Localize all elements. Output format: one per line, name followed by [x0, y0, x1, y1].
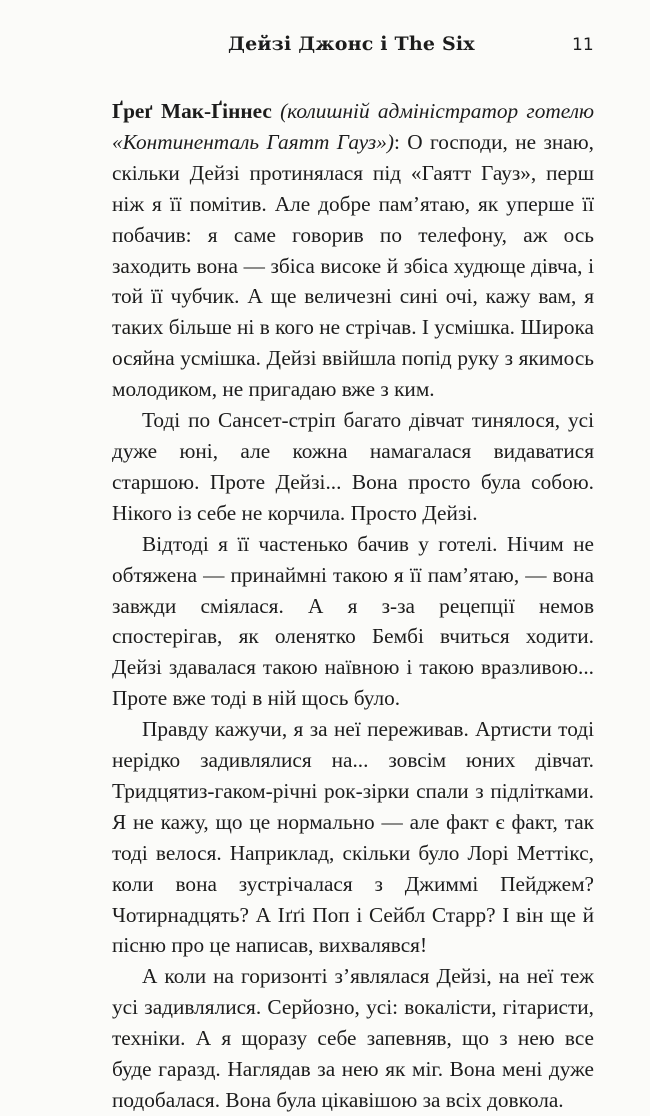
page-number: 11: [572, 35, 594, 55]
paragraph: Тоді по Сансет-стріп багато дівчат тинялося, усі дуже юні, але кожна намагалася видаватися старшою. Проте Дейзі... Вона просто була собою. Нікого із себе не корчила. Просто Дейзі.: [112, 408, 594, 525]
running-title: Дейзі Джонс і The Six: [228, 33, 475, 55]
paragraph: [112, 96, 594, 405]
page-header: [0, 33, 650, 63]
body-text: [112, 96, 594, 1116]
paragraph: Відтоді я її частенько бачив у готелі. Нічим не обтяжена — принаймні такою я її пам’ятаю, — вона завжди сміялася. А я з-за рецепції немов спостерігав, як оленятко Бембі вчиться ходити. Дейзі здавалася такою наївною і такою вразливою... Проте вже тоді в ній щось було.: [112, 531, 594, 711]
speaker-name: Ґреґ Мак-Ґіннес: [112, 99, 272, 123]
paragraph: Правду кажучи, я за неї переживав. Артисти тоді нерідко задивлялися на... зовсім юних дівчат. Тридцятиз-гаком-річні рок-зірки спали з підлітками. Я не кажу, що це нормально — але факт є факт, так тоді велося. Наприклад, скільки було Лорі Меттікс, коли вона зустрічалася з Джиммі Пейджем? Чотирнадцять? А Іґґі Поп і Сейбл Старр? І він ще й пісню про це написав, вихвалявся!: [112, 717, 594, 958]
paragraph-text: : О господи, не знаю, скільки Дейзі протинялася під «Гаятт Гауз», перш ніж я її помітив. Але добре пам’ятаю, як уперше її побачив: я саме говорив по телефону, аж ось заходить вона — збіса високе й збіса худюще дівча, і той її чубчик. А ще величезні сині очі, кажу вам, я таких більше ні в кого не стрічав. І усмішка. Широка осяйна усмішка. Дейзі ввійшла попід руку з якимось молодиком, не пригадаю вже з ким.: [112, 129, 594, 402]
paragraph: А коли на горизонті з’являлася Дейзі, на неї теж усі задивлялися. Серйозно, усі: вокалісти, гітаристи, техніки. А я щоразу себе запевняв, що з нею все буде гаразд. Наглядав за нею як міг. Вона мені дуже подобалася. Вона була цікавішою за всіх довкола.: [112, 964, 594, 1112]
speaker-role: (колишній адміністратор готелю «Континенталь Гаятт Гауз»): [112, 99, 594, 154]
